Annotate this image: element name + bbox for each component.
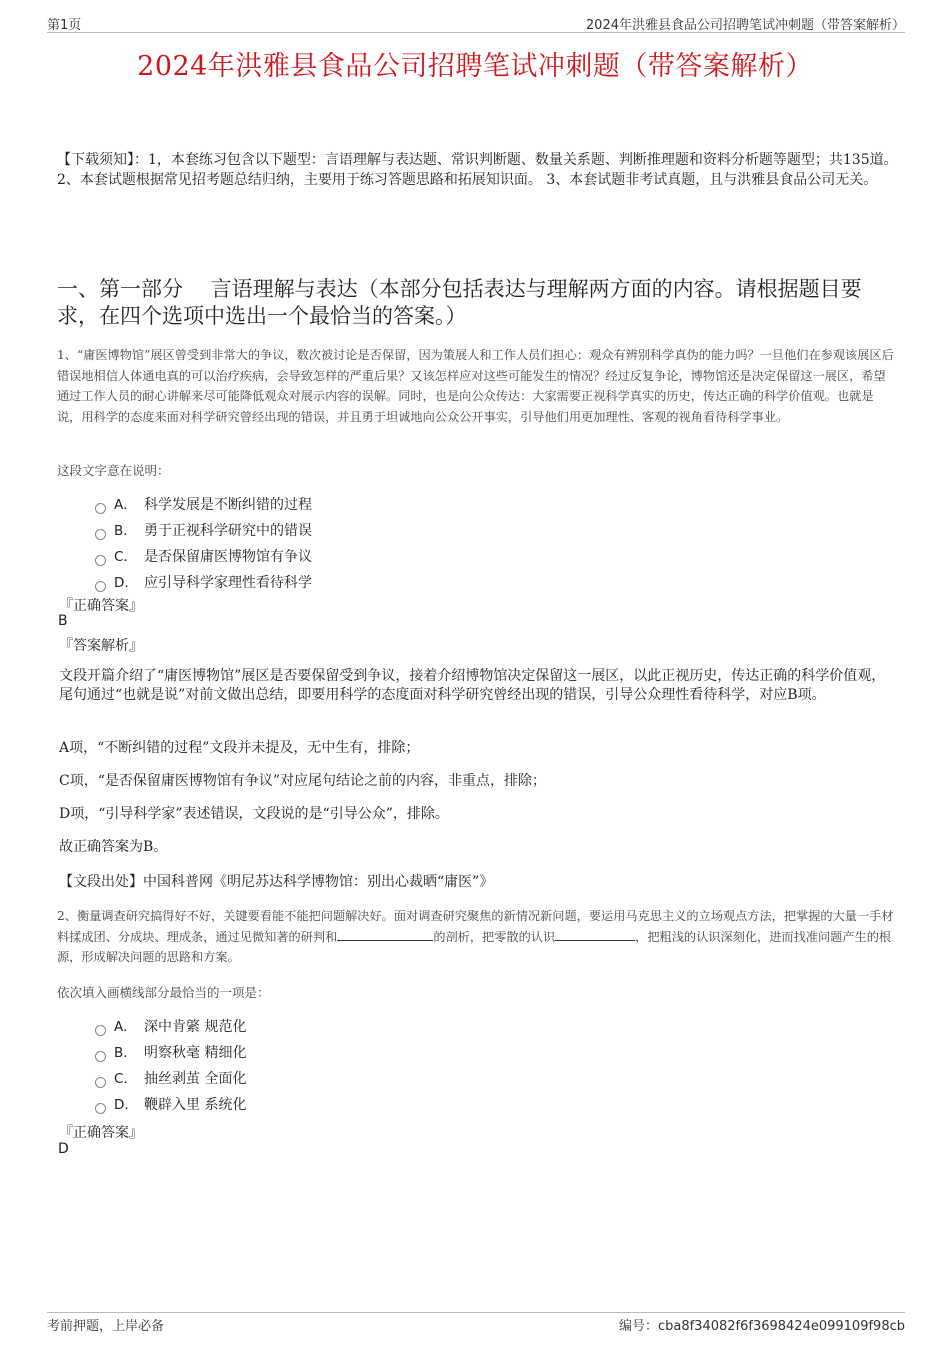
document-id: 编号：cba8f34082f6f3698424e099109f98cb xyxy=(618,1319,905,1334)
question-2-text: 2、衡量调查研究搞得好不好，关键要看能不能把问题解决好。面对调查研究聚焦的新情况新问题，要运用马克思主义的立场观点方法，把掌握的大量一手材料揉成团、分成块、理成条，通过见微知著的研判和 的剖析，把零散的认识 ，把粗浅的认识深刻化，进而找准问题产生的根源，形成解决问题的思路和方案。 xyxy=(57,909,894,964)
analysis-option-c: C项，“是否保留庸医博物馆有争议”对应尾句结论之前的内容，非重点，排除； xyxy=(59,773,547,789)
question-2-prompt: 依次填入画横线部分最恰当的一项是： xyxy=(57,985,270,1000)
page-title: 2024年洪雅县食品公司招聘笔试冲刺题（带答案解析） xyxy=(137,51,813,82)
radio-icon[interactable] xyxy=(95,581,106,592)
answer-tag: 『正确答案』 xyxy=(59,598,143,614)
question-1-options xyxy=(95,492,312,596)
option-c[interactable]: C． 抽丝剥茧 全面化 xyxy=(95,1066,246,1092)
radio-icon[interactable] xyxy=(95,1103,106,1114)
answer-value: B xyxy=(58,613,68,629)
option-d[interactable]: D． 鞭辟入里 系统化 xyxy=(95,1092,246,1118)
option-b[interactable]: B． 勇于正视科学研究中的错误 xyxy=(95,518,312,544)
radio-icon[interactable] xyxy=(95,1051,106,1062)
option-d[interactable]: D． 应引导科学家理性看待科学 xyxy=(95,570,312,596)
analysis-option-d: D项，“引导科学家”表述错误，文段说的是“引导公众”，排除。 xyxy=(59,806,449,822)
option-a[interactable]: A． 深中肯綮 规范化 xyxy=(95,1014,246,1040)
answer-tag: 『正确答案』 xyxy=(59,1125,143,1141)
analysis-conclusion: 故正确答案为B。 xyxy=(59,839,168,855)
analysis-paragraph: 文段开篇介绍了“庸医博物馆”展区是否要保留受到争议，接着介绍博物馆决定保留这一展区，以此正视历史，传达正确的科学价值观，尾句通过“也就是说”对前文做出总结，即要用科学的态度面对科学研究曾经出现的错误，引导公众理性看待科学，对应B项。 xyxy=(59,668,886,703)
page-footer xyxy=(47,1312,905,1335)
analysis-tag: 『答案解析』 xyxy=(59,638,143,654)
radio-icon[interactable] xyxy=(95,555,106,566)
header-doc-title: 2024年洪雅县食品公司招聘笔试冲刺题（带答案解析） xyxy=(585,18,905,33)
fill-blank-2[interactable] xyxy=(555,928,635,941)
fill-blank-1[interactable] xyxy=(337,928,433,941)
answer-value: D xyxy=(58,1141,69,1157)
option-b[interactable]: B． 明察秋毫 精细化 xyxy=(95,1040,246,1066)
radio-icon[interactable] xyxy=(95,529,106,540)
section-title: 一、第一部分 言语理解与表达（本部分包括表达与理解两方面的内容。请根据题目要求，在四个选项中选出一个最恰当的答案。） xyxy=(57,277,862,328)
page-header xyxy=(47,14,905,33)
radio-icon[interactable] xyxy=(95,503,106,514)
question-1-prompt: 这段文字意在说明： xyxy=(57,463,170,478)
option-a[interactable]: A． 科学发展是不断纠错的过程 xyxy=(95,492,312,518)
analysis-option-a: A项，“不断纠错的过程”文段并未提及，无中生有，排除； xyxy=(59,740,420,756)
analysis-source: 【文段出处】中国科普网《明尼苏达科学博物馆：别出心裁晒“庸医”》 xyxy=(59,874,494,890)
page-number: 第1页 xyxy=(47,18,82,33)
footer-slogan: 考前押题，上岸必备 xyxy=(47,1319,165,1334)
download-notice: 【下载须知】：1，本套练习包含以下题型：言语理解与表达题、常识判断题、数量关系题、判断推理题和资料分析题等题型；共135道。 2、本套试题根据常见招考题总结归纳，主要用于练习答题思路和拓展知识面。 3、本套试题非考试真题，且与洪雅县食品公司无关。 xyxy=(57,152,898,188)
radio-icon[interactable] xyxy=(95,1077,106,1088)
option-c[interactable]: C． 是否保留庸医博物馆有争议 xyxy=(95,544,312,570)
question-2-options xyxy=(95,1014,246,1118)
radio-icon[interactable] xyxy=(95,1025,106,1036)
question-1-text: 1、“庸医博物馆”展区曾受到非常大的争议，数次被讨论是否保留，因为策展人和工作人员们担心：观众有辨别科学真伪的能力吗？一旦他们在参观该展区后错误地相信人体通电真的可以治疗疾病，会导致怎样的严重后果？又该怎样应对这些可能发生的情况？经过反复争论，博物馆还是决定保留这一展区，希望通过工作人员的耐心讲解来尽可能降低观众对展示内容的误解。同时，也是向公众传达：大家需要正视科学真实的历史，传达正确的科学价值观。也就是说，用科学的态度来面对科学研究曾经出现的错误，并且勇于坦诚地向公众公开事实，引导他们用更加理性、客观的视角看待科学事业。 xyxy=(57,348,894,424)
